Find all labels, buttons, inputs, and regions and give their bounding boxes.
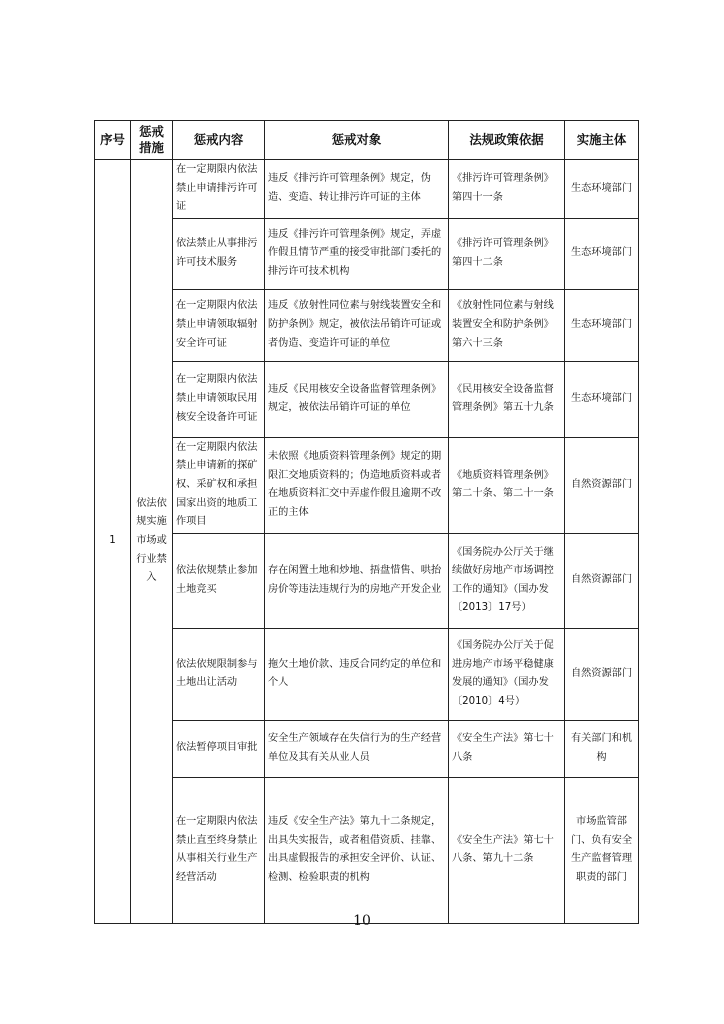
content-cell: 在一定期限内依法禁止申请领取民用核安全设备许可证 xyxy=(173,361,265,437)
header-basis: 法规政策依据 xyxy=(449,121,565,160)
table-row xyxy=(95,289,639,361)
measure-cell: 依法依规实施市场或行业禁入 xyxy=(131,160,173,924)
header-target: 惩戒对象 xyxy=(265,121,449,160)
basis-cell: 《排污许可管理条例》第四十一条 xyxy=(449,160,565,219)
agency-cell: 自然资源部门 xyxy=(565,437,639,533)
agency-cell: 生态环境部门 xyxy=(565,218,639,289)
target-cell: 未依照《地质资料管理条例》规定的期限汇交地质资料的；伪造地质资料或者在地质资料汇交中弄虚作假且逾期不改正的主体 xyxy=(265,437,449,533)
target-cell: 存在闲置土地和炒地、捂盘惜售、哄抬房价等违法违规行为的房地产开发企业 xyxy=(265,533,449,628)
basis-cell: 《安全生产法》第七十八条 xyxy=(449,720,565,777)
content-cell: 在一定期限内依法禁止申请排污许可证 xyxy=(173,160,265,219)
table-row xyxy=(95,218,639,289)
agency-cell: 生态环境部门 xyxy=(565,289,639,361)
content-cell: 在一定期限内依法禁止申请新的探矿权、采矿权和承担国家出资的地质工作项目 xyxy=(173,437,265,533)
content-cell: 依法禁止从事排污许可技术服务 xyxy=(173,218,265,289)
basis-cell: 《国务院办公厅关于继续做好房地产市场调控工作的通知》（国办发〔2013〕17号） xyxy=(449,533,565,628)
agency-cell: 生态环境部门 xyxy=(565,361,639,437)
target-cell: 拖欠土地价款、违反合同约定的单位和个人 xyxy=(265,628,449,720)
table-row xyxy=(95,361,639,437)
table-row xyxy=(95,437,639,533)
table-row xyxy=(95,720,639,777)
header-measure: 惩戒措施 xyxy=(131,121,173,160)
content-cell: 依法依规限制参与土地出让活动 xyxy=(173,628,265,720)
target-cell: 违反《民用核安全设备监督管理条例》规定，被依法吊销许可证的单位 xyxy=(265,361,449,437)
table-row xyxy=(95,160,639,219)
basis-cell: 《安全生产法》第七十八条、第九十二条 xyxy=(449,777,565,923)
content-cell: 依法暂停项目审批 xyxy=(173,720,265,777)
penalty-table xyxy=(94,120,639,924)
page-number: 10 xyxy=(353,913,371,929)
basis-cell: 《放射性同位素与射线装置安全和防护条例》第六十三条 xyxy=(449,289,565,361)
agency-cell: 有关部门和机构 xyxy=(565,720,639,777)
target-cell: 安全生产领域存在失信行为的生产经营单位及其有关从业人员 xyxy=(265,720,449,777)
basis-cell: 《地质资料管理条例》第二十条、第二十一条 xyxy=(449,437,565,533)
header-agency: 实施主体 xyxy=(565,121,639,160)
table-row xyxy=(95,628,639,720)
agency-cell: 生态环境部门 xyxy=(565,160,639,219)
content-cell: 在一定期限内依法禁止申请领取辐射安全许可证 xyxy=(173,289,265,361)
target-cell: 违反《安全生产法》第九十二条规定，出具失实报告，或者租借资质、挂靠、出具虚假报告的承担安全评价、认证、检测、检验职责的机构 xyxy=(265,777,449,923)
table-header-row xyxy=(95,121,639,160)
table-row xyxy=(95,777,639,923)
content-cell: 在一定期限内依法禁止直至终身禁止从事相关行业生产经营活动 xyxy=(173,777,265,923)
table-row xyxy=(95,533,639,628)
target-cell: 违反《放射性同位素与射线装置安全和防护条例》规定，被依法吊销许可证或者伪造、变造许可证的单位 xyxy=(265,289,449,361)
seq-cell: 1 xyxy=(95,160,131,924)
basis-cell: 《国务院办公厅关于促进房地产市场平稳健康发展的通知》（国办发〔2010〕4号） xyxy=(449,628,565,720)
target-cell: 违反《排污许可管理条例》规定，弄虚作假且情节严重的接受审批部门委托的排污许可技术机构 xyxy=(265,218,449,289)
basis-cell: 《排污许可管理条例》第四十二条 xyxy=(449,218,565,289)
target-cell: 违反《排污许可管理条例》规定，伪造、变造、转让排污许可证的主体 xyxy=(265,160,449,219)
agency-cell: 自然资源部门 xyxy=(565,628,639,720)
content-cell: 依法依规禁止参加土地竞买 xyxy=(173,533,265,628)
agency-cell: 自然资源部门 xyxy=(565,533,639,628)
agency-cell: 市场监管部门、负有安全生产监督管理职责的部门 xyxy=(565,777,639,923)
basis-cell: 《民用核安全设备监督管理条例》第五十九条 xyxy=(449,361,565,437)
header-seq: 序号 xyxy=(95,121,131,160)
header-content: 惩戒内容 xyxy=(173,121,265,160)
